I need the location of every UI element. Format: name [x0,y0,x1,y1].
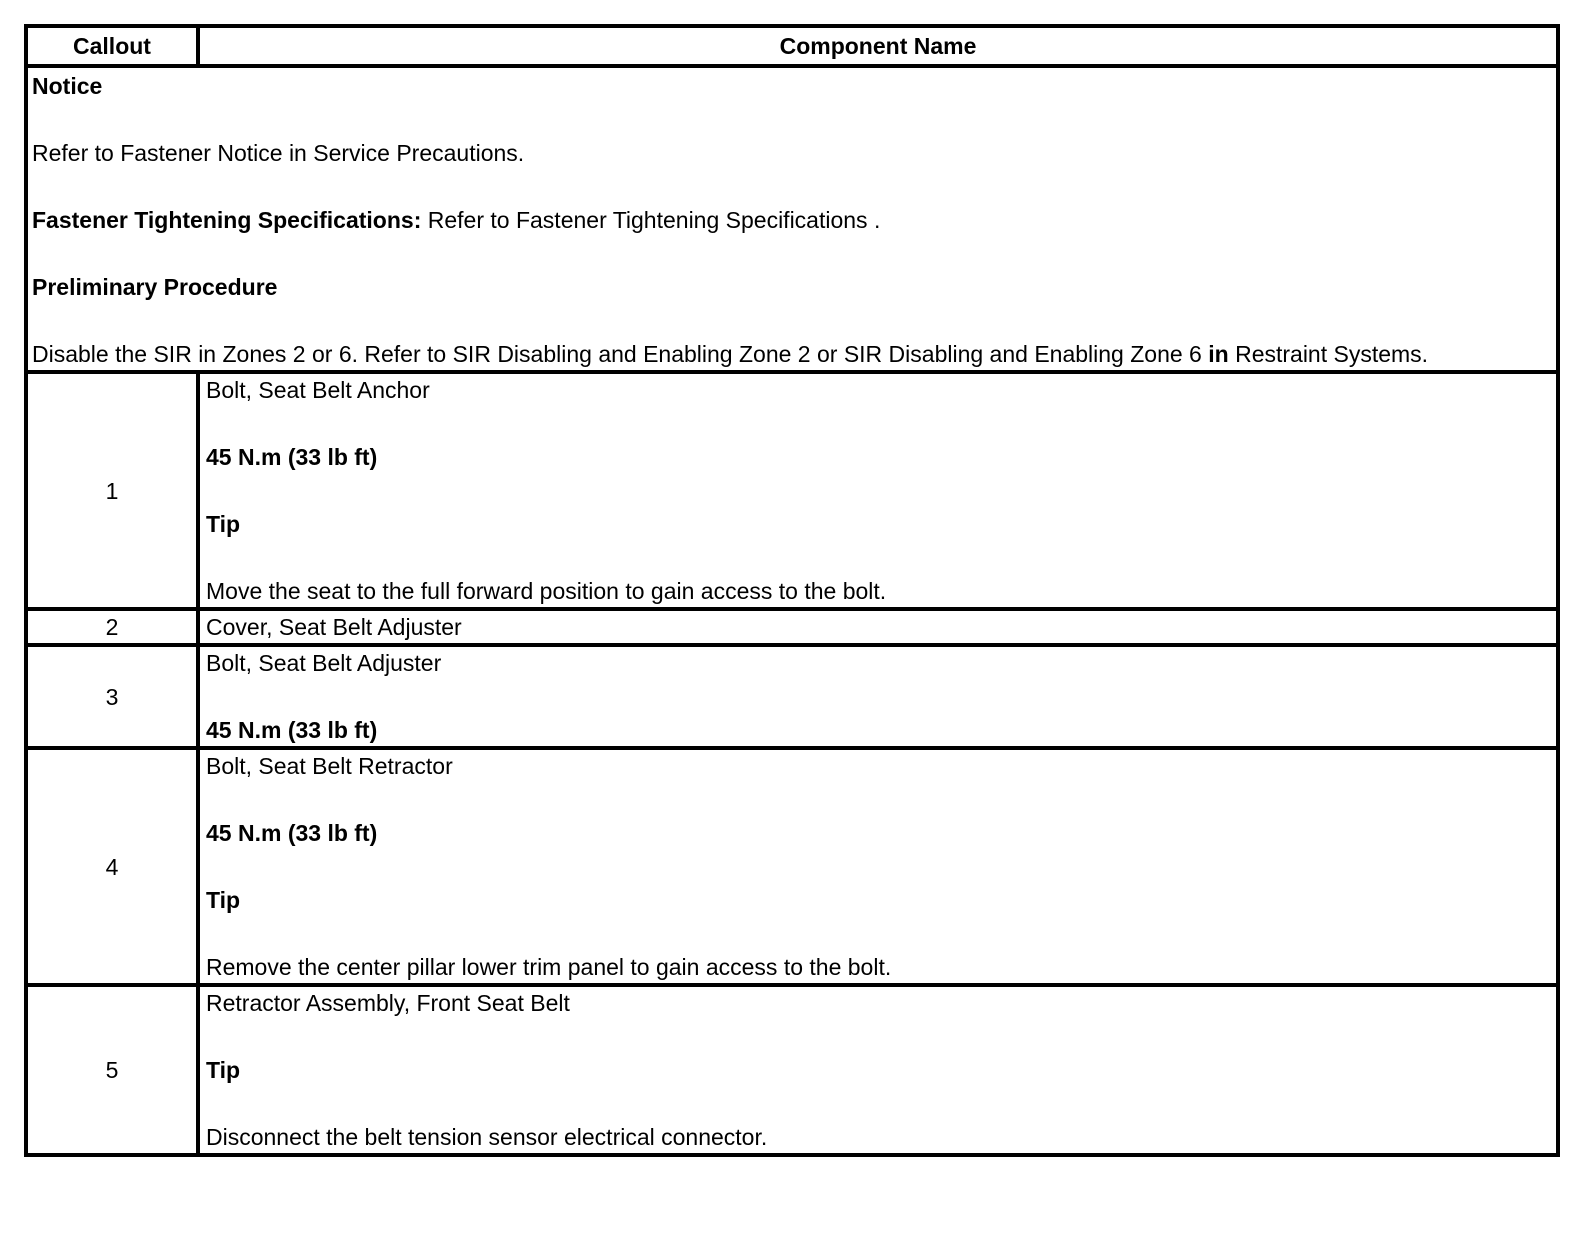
notice-title: Notice [32,73,103,99]
notice-text: Refer to Fastener Notice in Service Precautions. [32,140,525,166]
header-component-name: Component Name [198,26,1558,66]
callout-cell: 2 [26,609,198,645]
component-name: Bolt, Seat Belt Retractor [206,753,453,779]
preliminary-title: Preliminary Procedure [32,274,278,300]
table-row [26,645,1558,748]
callout-cell: 5 [26,985,198,1155]
table-row [26,748,1558,985]
callout-cell: 1 [26,372,198,609]
callout-cell: 4 [26,748,198,985]
component-name: Bolt, Seat Belt Anchor [206,377,430,403]
fastener-spec-label: Fastener Tightening Specifications: [32,207,422,233]
component-name: Retractor Assembly, Front Seat Belt [206,990,570,1016]
fastener-spec-text: Refer to Fastener Tightening Specifications . [421,207,881,233]
tip-text: Disconnect the belt tension sensor electrical connector. [206,1124,768,1150]
component-name: Cover, Seat Belt Adjuster [206,614,462,640]
torque-spec: 45 N.m (33 lb ft) [206,444,378,470]
preliminary-text-in: in [1208,341,1229,367]
notice-cell [26,66,1558,372]
component-cell [198,609,1558,645]
callout-cell: 3 [26,645,198,748]
tip-label: Tip [206,511,241,537]
fastener-spec [32,206,1552,234]
component-name: Bolt, Seat Belt Adjuster [206,650,442,676]
preliminary-text-part1: Disable the SIR in Zones 2 or 6. Refer to SIR Disabling and Enabling Zone 2 or SIR Disabling and Enabling Zone 6 [32,341,1209,367]
tip-label: Tip [206,887,241,913]
notice-row [26,66,1558,372]
component-cell [198,645,1558,748]
table-row [26,609,1558,645]
preliminary-text [32,340,1552,368]
tip-text: Move the seat to the full forward position to gain access to the bolt. [206,578,887,604]
component-cell [198,372,1558,609]
component-cell [198,748,1558,985]
header-row [26,26,1558,66]
table-row [26,372,1558,609]
tip-text: Remove the center pillar lower trim panel to gain access to the bolt. [206,954,892,980]
header-callout: Callout [26,26,198,66]
tip-label: Tip [206,1057,241,1083]
table-row [26,985,1558,1155]
torque-spec: 45 N.m (33 lb ft) [206,717,378,743]
preliminary-text-part2: Restraint Systems. [1228,341,1429,367]
torque-spec: 45 N.m (33 lb ft) [206,820,378,846]
component-table [24,24,1560,1157]
component-cell [198,985,1558,1155]
